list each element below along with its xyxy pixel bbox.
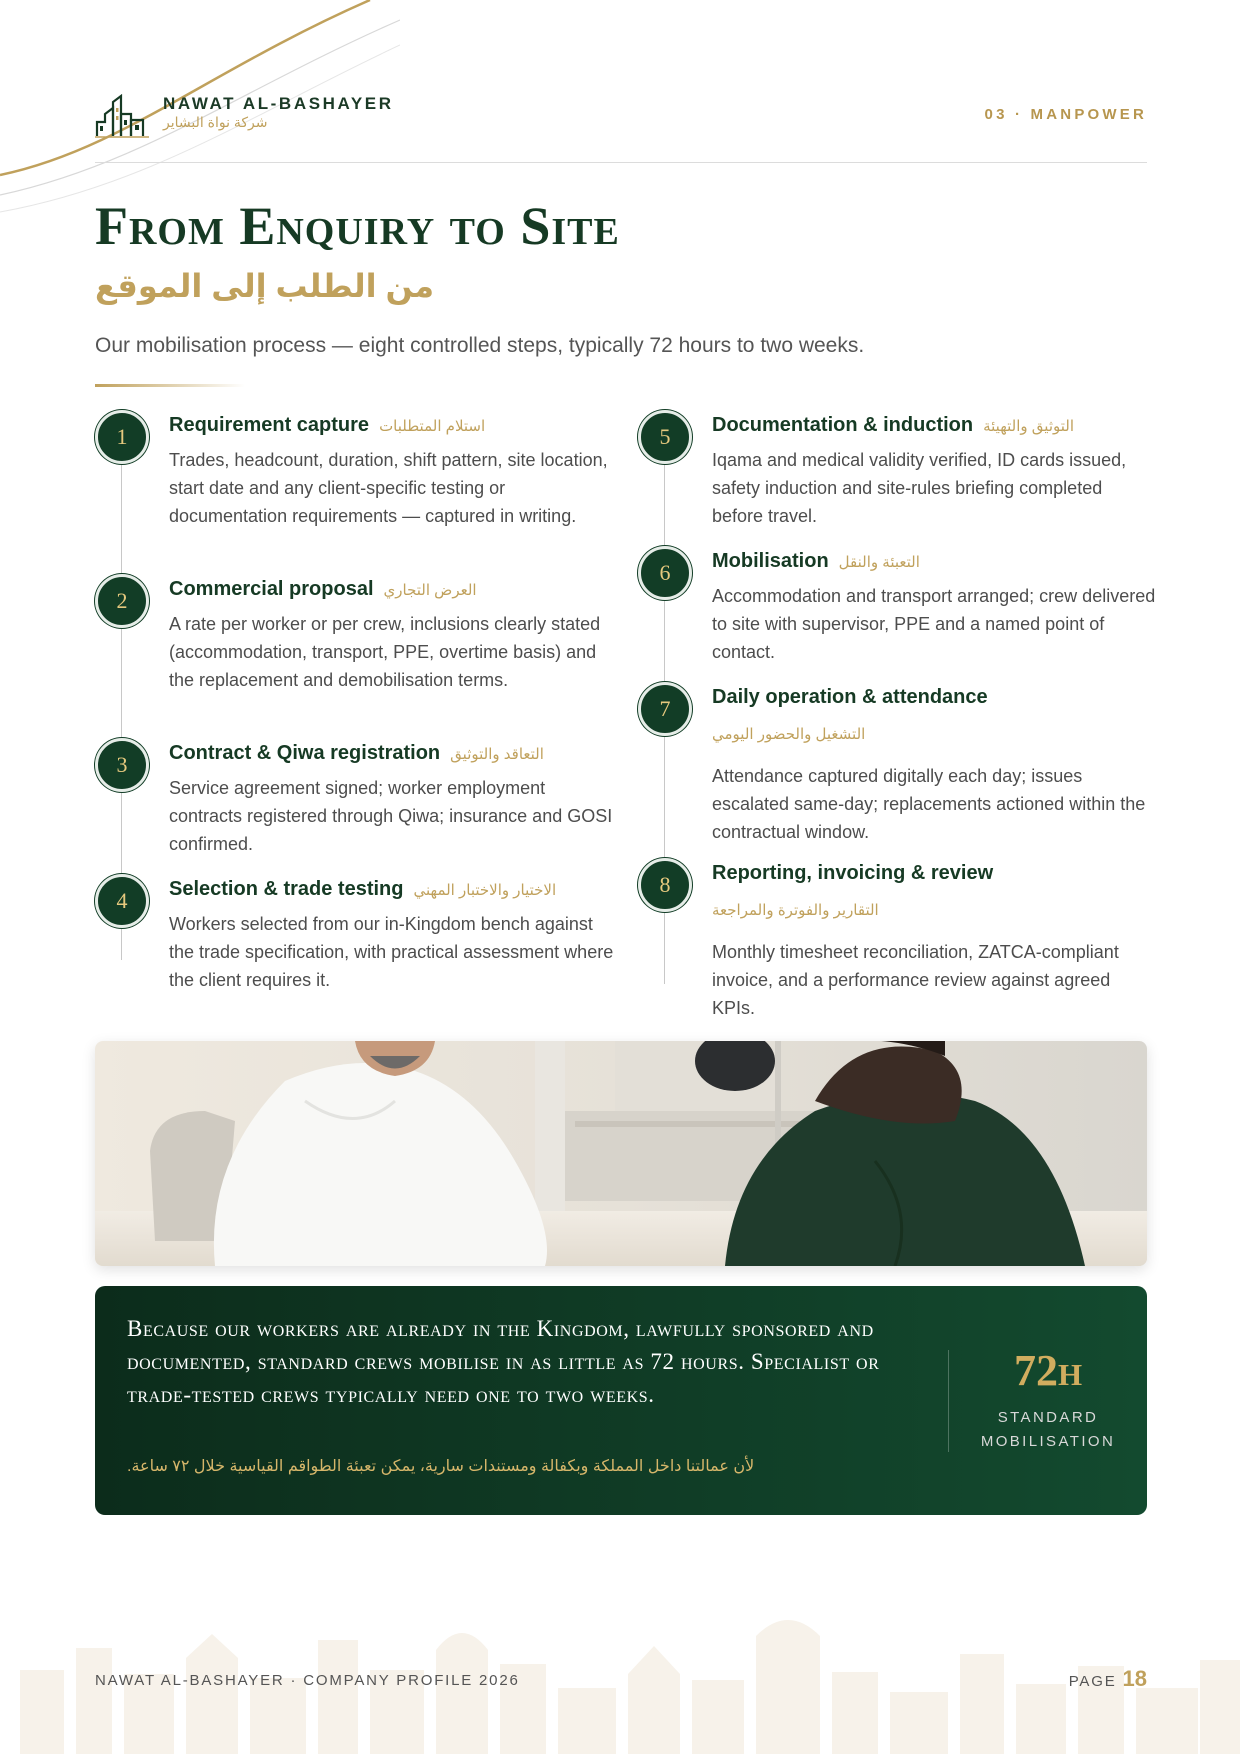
step-connector [121,464,122,574]
header-divider [95,162,1147,163]
footer-page [1069,1666,1147,1692]
stat-value: 72h [1013,1346,1083,1395]
step-title: Requirement capture [169,414,370,436]
meeting-photo-illustration [95,1041,1147,1266]
step-description: Trades, headcount, duration, shift pattern, site location, start date and any client-specific testing or documentation requirements — captured in writing. [169,450,608,526]
step-title-arabic: التشغيل والحضور اليومي [712,726,866,743]
step-title: Daily operation & attendance [712,686,988,708]
step-title-arabic: التوثيق والتهيئة [983,418,1075,435]
page-title: From Enquiry to Site [95,196,620,256]
step-description: Monthly timesheet reconciliation, ZATCA-compliant invoice, and a performance review against agreed KPIs. [712,942,1119,1018]
accent-rule [95,384,245,387]
section-label: 03 · MANPOWER [984,106,1147,123]
step-title: Contract & Qiwa registration [169,742,441,764]
meeting-photo [95,1041,1147,1266]
step-connector [121,628,122,738]
mobilisation-banner [95,1286,1147,1515]
page-number: 18 [1122,1666,1147,1691]
brand-name-arabic: شركة نواة البشاير [163,114,268,130]
step-connector [121,928,122,960]
step-number-badge: 5 [638,410,692,464]
step-number-badge: 8 [638,858,692,912]
step-title-arabic: التعبئة والنقل [838,554,920,571]
step-title-arabic: التقارير والفوترة والمراجعة [712,902,879,919]
step-connector [664,600,665,682]
step-description: Service agreement signed; worker employment contracts registered through Qiwa; insurance and GOSI confirmed. [169,778,613,854]
step-title: Commercial proposal [169,578,374,600]
step-number-badge: 6 [638,546,692,600]
step-connector [664,464,665,546]
step-title: Documentation & induction [712,414,974,436]
step-number-badge: 7 [638,682,692,736]
step-connector [121,792,122,874]
banner-statement: Because our workers are already in the Kingdom, lawfully sponsored and documented, standard crews mobilise in as little as 72 hours. Specialist or trade-tested crews typically need one to two weeks. [127,1316,880,1407]
step-title: Reporting, invoicing & review [712,862,994,884]
step-title-arabic: استلام المتطلبات [379,418,486,435]
step-number-badge: 4 [95,874,149,928]
page-label: PAGE [1068,1673,1117,1690]
step-description: A rate per worker or per crew, inclusions clearly stated (accommodation, transport, PPE, overtime basis) and the replacement and demobilisation terms. [169,614,601,690]
building-logo-icon [95,94,149,138]
step-connector [664,736,665,860]
step-number-badge: 1 [95,410,149,464]
step-number-badge: 3 [95,738,149,792]
page-title-arabic: من الطلب إلى الموقع [95,268,435,304]
stat-label: STANDARD MOBILISATION [980,1409,1116,1450]
step-description: Workers selected from our in-Kingdom bench against the trade specification, with practical assessment where the client requires it. [169,914,614,990]
page-header [95,92,1147,164]
step-title: Mobilisation [712,550,829,572]
step-title-arabic: الاختيار والاختبار المهني [413,882,557,899]
step-description: Accommodation and transport arranged; crew delivered to site with supervisor, PPE and a named point of contact. [712,586,1156,662]
banner-statement-arabic: لأن عمالتنا داخل المملكة وبكفالة ومستندات سارية، يمكن تعبئة الطواقم القياسية خلال ٧٢ ساعة. [127,1458,755,1475]
brand-name: NAWAT AL-BASHAYER [163,94,394,113]
step-title-arabic: التعاقد والتوثيق [450,746,544,763]
step-title: Selection & trade testing [169,878,404,900]
step-title-arabic: العرض التجاري [383,582,477,599]
step-number-badge: 2 [95,574,149,628]
step-connector [664,912,665,984]
mobilisation-stat [949,1346,1147,1454]
intro-text: Our mobilisation process — eight controlled steps, typically 72 hours to two weeks. [95,334,865,357]
step-description: Iqama and medical validity verified, ID cards issued, safety induction and site-rules briefing completed before travel. [712,450,1127,526]
step-description: Attendance captured digitally each day; issues escalated same-day; replacements actioned within the contractual window. [712,766,1146,842]
footer-company: NAWAT AL-BASHAYER · COMPANY PROFILE 2026 [95,1672,520,1689]
